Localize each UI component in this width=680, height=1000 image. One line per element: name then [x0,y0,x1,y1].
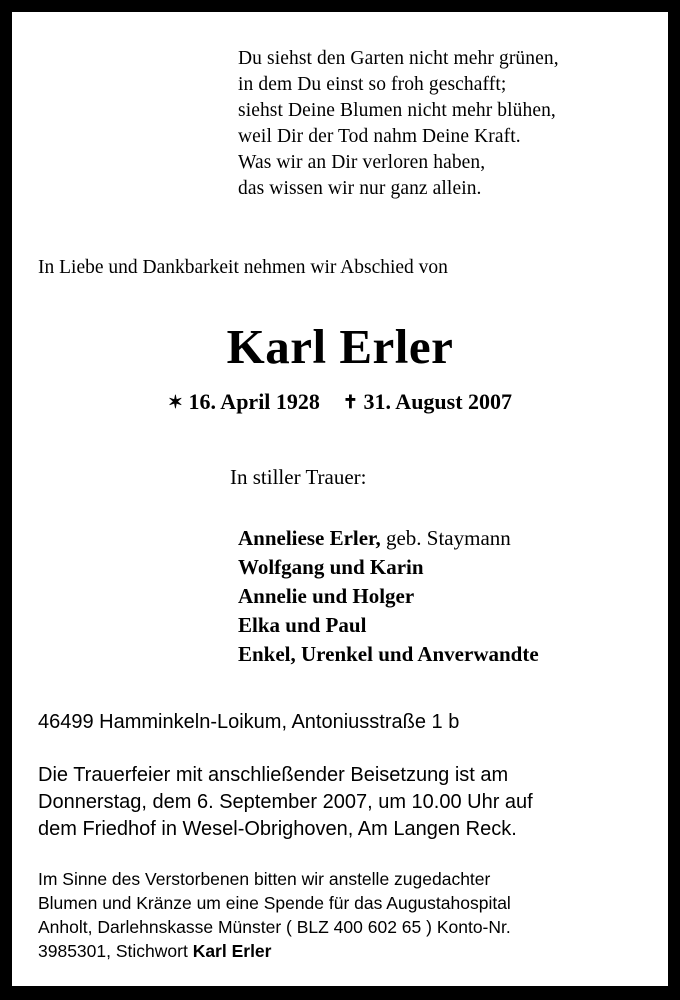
poem-line: das wissen wir nur ganz allein. [238,178,482,199]
ceremony-line: Donnerstag, dem 6. September 2007, um 10.00 Uhr auf [38,791,533,813]
farewell-text: In Liebe und Dankbarkeit nehmen wir Abschied von [38,257,448,278]
birth-star-icon: ✶ [167,392,184,412]
family-member-detail: geb. Staymann [380,526,511,550]
ceremony-details [38,762,642,843]
donation-line: Anholt, Darlehnskasse Münster ( BLZ 400 602 65 ) Konto-Nr. [38,917,511,937]
life-dates [38,389,642,415]
family-member-name: Annelie und Holger [238,584,415,608]
family-member [238,582,642,611]
donation-note [38,867,642,963]
ceremony-line: Die Trauerfeier mit anschließender Beisetzung ist am [38,764,509,786]
donation-line [38,939,642,963]
family-member [238,640,642,669]
mourning-heading: In stiller Trauer: [230,465,367,489]
death-date: 31. August 2007 [363,389,513,414]
donation-keyword: Karl Erler [192,941,272,961]
family-member-name: Anneliese Erler, [238,526,381,550]
ceremony-line: dem Friedhof in Wesel-Obrighoven, Am Langen Reck. [38,818,517,840]
death-cross-icon: ✝ [342,392,359,412]
poem-line: siehst Deine Blumen nicht mehr blühen, [238,100,556,121]
family-member-name: Wolfgang und Karin [238,555,424,579]
poem-line: weil Dir der Tod nahm Deine Kraft. [238,126,521,147]
family-member-name: Elka und Paul [238,613,367,637]
poem-line: in dem Du einst so froh geschafft; [238,74,507,95]
donation-line: Blumen und Kränze um eine Spende für das Augustahospital [38,893,511,913]
poem-line: Was wir an Dir verloren haben, [238,152,486,173]
obituary-card [12,12,668,986]
family-member [238,524,642,553]
address-line: 46499 Hamminkeln-Loikum, Antoniusstraße 1 b [38,711,460,733]
family-member [238,553,642,582]
family-list [38,524,642,669]
family-member-name: Enkel, Urenkel und Anverwandte [238,642,539,666]
family-member [238,611,642,640]
memorial-poem [238,46,642,202]
birth-date: 16. April 1928 [188,389,320,414]
donation-account: 3985301, Stichwort [38,941,193,961]
poem-line: Du siehst den Garten nicht mehr grünen, [238,48,559,69]
deceased-name: Karl Erler [226,319,454,374]
donation-line: Im Sinne des Verstorbenen bitten wir anstelle zugedachter [38,869,491,889]
